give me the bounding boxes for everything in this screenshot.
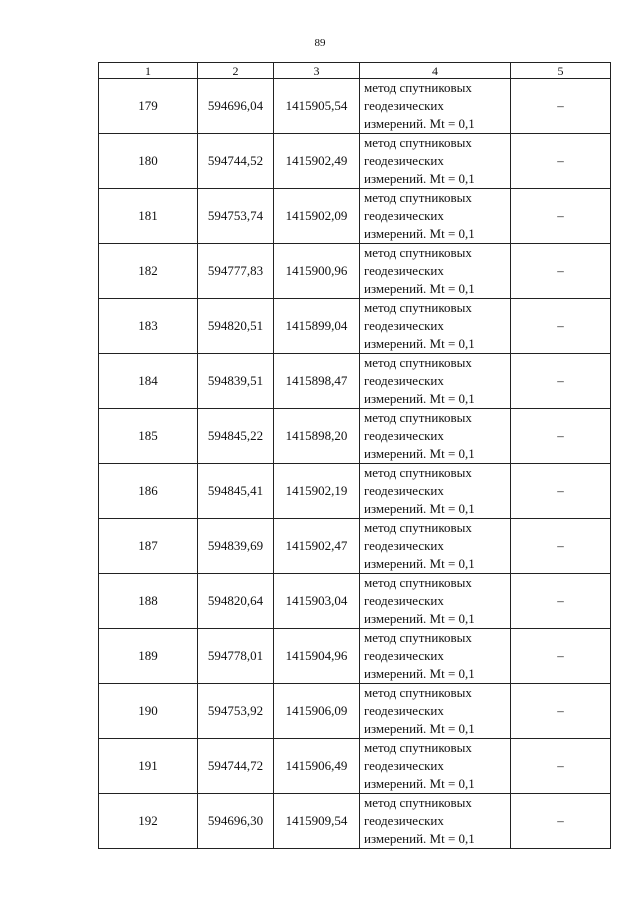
- note-cell: –: [511, 464, 611, 519]
- method-cell: [360, 629, 511, 684]
- method-cell: [360, 464, 511, 519]
- column-header: 5: [511, 63, 611, 79]
- method-line: измерений. Mt = 0,1: [364, 226, 475, 241]
- method-line: измерений. Mt = 0,1: [364, 281, 475, 296]
- method-line: измерений. Mt = 0,1: [364, 501, 475, 516]
- table-row: [99, 794, 611, 849]
- note-cell: –: [511, 134, 611, 189]
- table-header-row: [99, 63, 611, 79]
- method-line: метод спутниковых: [364, 740, 472, 755]
- method-line: метод спутниковых: [364, 685, 472, 700]
- method-line: геодезических: [364, 593, 444, 608]
- y-coordinate-cell: 1415906,09: [274, 684, 360, 739]
- y-coordinate-cell: 1415909,54: [274, 794, 360, 849]
- table-row: [99, 409, 611, 464]
- method-line: геодезических: [364, 373, 444, 388]
- method-cell: [360, 739, 511, 794]
- point-number-cell: 188: [99, 574, 198, 629]
- point-number-cell: 187: [99, 519, 198, 574]
- point-number-cell: 184: [99, 354, 198, 409]
- column-header: 4: [360, 63, 511, 79]
- method-line: метод спутниковых: [364, 245, 472, 260]
- point-number-cell: 189: [99, 629, 198, 684]
- note-cell: –: [511, 574, 611, 629]
- note-cell: –: [511, 354, 611, 409]
- method-line: геодезических: [364, 538, 444, 553]
- method-line: метод спутниковых: [364, 190, 472, 205]
- method-line: метод спутниковых: [364, 465, 472, 480]
- point-number-cell: 181: [99, 189, 198, 244]
- method-line: измерений. Mt = 0,1: [364, 721, 475, 736]
- table-row: [99, 189, 611, 244]
- x-coordinate-cell: 594845,22: [198, 409, 274, 464]
- method-line: измерений. Mt = 0,1: [364, 116, 475, 131]
- coordinates-table: [98, 62, 611, 849]
- table-body: [99, 79, 611, 849]
- method-line: метод спутниковых: [364, 520, 472, 535]
- method-cell: [360, 79, 511, 134]
- x-coordinate-cell: 594696,04: [198, 79, 274, 134]
- point-number-cell: 179: [99, 79, 198, 134]
- column-header: 3: [274, 63, 360, 79]
- method-cell: [360, 794, 511, 849]
- method-line: измерений. Mt = 0,1: [364, 391, 475, 406]
- table-row: [99, 519, 611, 574]
- method-cell: [360, 354, 511, 409]
- note-cell: –: [511, 519, 611, 574]
- x-coordinate-cell: 594839,51: [198, 354, 274, 409]
- method-line: метод спутниковых: [364, 630, 472, 645]
- method-line: измерений. Mt = 0,1: [364, 831, 475, 846]
- method-line: измерений. Mt = 0,1: [364, 556, 475, 571]
- method-line: геодезических: [364, 758, 444, 773]
- method-line: метод спутниковых: [364, 575, 472, 590]
- method-line: измерений. Mt = 0,1: [364, 666, 475, 681]
- y-coordinate-cell: 1415904,96: [274, 629, 360, 684]
- method-cell: [360, 684, 511, 739]
- method-line: измерений. Mt = 0,1: [364, 776, 475, 791]
- method-line: метод спутниковых: [364, 300, 472, 315]
- point-number-cell: 183: [99, 299, 198, 354]
- method-line: геодезических: [364, 813, 444, 828]
- method-line: геодезических: [364, 263, 444, 278]
- note-cell: –: [511, 684, 611, 739]
- method-cell: [360, 189, 511, 244]
- method-line: метод спутниковых: [364, 795, 472, 810]
- y-coordinate-cell: 1415906,49: [274, 739, 360, 794]
- point-number-cell: 185: [99, 409, 198, 464]
- method-line: геодезических: [364, 648, 444, 663]
- x-coordinate-cell: 594778,01: [198, 629, 274, 684]
- table-row: [99, 464, 611, 519]
- y-coordinate-cell: 1415898,20: [274, 409, 360, 464]
- note-cell: –: [511, 409, 611, 464]
- method-line: геодезических: [364, 483, 444, 498]
- column-header: 1: [99, 63, 198, 79]
- method-line: метод спутниковых: [364, 135, 472, 150]
- method-line: метод спутниковых: [364, 355, 472, 370]
- method-cell: [360, 409, 511, 464]
- method-line: метод спутниковых: [364, 410, 472, 425]
- table-row: [99, 244, 611, 299]
- method-line: геодезических: [364, 208, 444, 223]
- table-row: [99, 299, 611, 354]
- point-number-cell: 186: [99, 464, 198, 519]
- x-coordinate-cell: 594744,72: [198, 739, 274, 794]
- table-row: [99, 134, 611, 189]
- y-coordinate-cell: 1415899,04: [274, 299, 360, 354]
- method-line: геодезических: [364, 153, 444, 168]
- note-cell: –: [511, 739, 611, 794]
- x-coordinate-cell: 594820,64: [198, 574, 274, 629]
- y-coordinate-cell: 1415900,96: [274, 244, 360, 299]
- method-line: геодезических: [364, 703, 444, 718]
- point-number-cell: 182: [99, 244, 198, 299]
- y-coordinate-cell: 1415902,19: [274, 464, 360, 519]
- table-row: [99, 574, 611, 629]
- note-cell: –: [511, 189, 611, 244]
- method-cell: [360, 574, 511, 629]
- point-number-cell: 192: [99, 794, 198, 849]
- method-line: геодезических: [364, 318, 444, 333]
- x-coordinate-cell: 594839,69: [198, 519, 274, 574]
- table-row: [99, 354, 611, 409]
- y-coordinate-cell: 1415903,04: [274, 574, 360, 629]
- x-coordinate-cell: 594696,30: [198, 794, 274, 849]
- x-coordinate-cell: 594820,51: [198, 299, 274, 354]
- method-line: измерений. Mt = 0,1: [364, 446, 475, 461]
- y-coordinate-cell: 1415902,49: [274, 134, 360, 189]
- note-cell: –: [511, 794, 611, 849]
- method-line: измерений. Mt = 0,1: [364, 171, 475, 186]
- y-coordinate-cell: 1415898,47: [274, 354, 360, 409]
- x-coordinate-cell: 594845,41: [198, 464, 274, 519]
- method-line: геодезических: [364, 98, 444, 113]
- page-number: 89: [314, 37, 326, 49]
- note-cell: –: [511, 299, 611, 354]
- method-line: измерений. Mt = 0,1: [364, 611, 475, 626]
- table-row: [99, 684, 611, 739]
- method-cell: [360, 299, 511, 354]
- method-line: измерений. Mt = 0,1: [364, 336, 475, 351]
- point-number-cell: 191: [99, 739, 198, 794]
- point-number-cell: 190: [99, 684, 198, 739]
- method-cell: [360, 244, 511, 299]
- y-coordinate-cell: 1415902,09: [274, 189, 360, 244]
- x-coordinate-cell: 594753,92: [198, 684, 274, 739]
- column-header: 2: [198, 63, 274, 79]
- y-coordinate-cell: 1415902,47: [274, 519, 360, 574]
- point-number-cell: 180: [99, 134, 198, 189]
- x-coordinate-cell: 594777,83: [198, 244, 274, 299]
- table-row: [99, 79, 611, 134]
- note-cell: –: [511, 629, 611, 684]
- x-coordinate-cell: 594744,52: [198, 134, 274, 189]
- note-cell: –: [511, 244, 611, 299]
- y-coordinate-cell: 1415905,54: [274, 79, 360, 134]
- note-cell: –: [511, 79, 611, 134]
- method-cell: [360, 519, 511, 574]
- method-line: геодезических: [364, 428, 444, 443]
- method-line: метод спутниковых: [364, 80, 472, 95]
- method-cell: [360, 134, 511, 189]
- table-row: [99, 739, 611, 794]
- x-coordinate-cell: 594753,74: [198, 189, 274, 244]
- table-row: [99, 629, 611, 684]
